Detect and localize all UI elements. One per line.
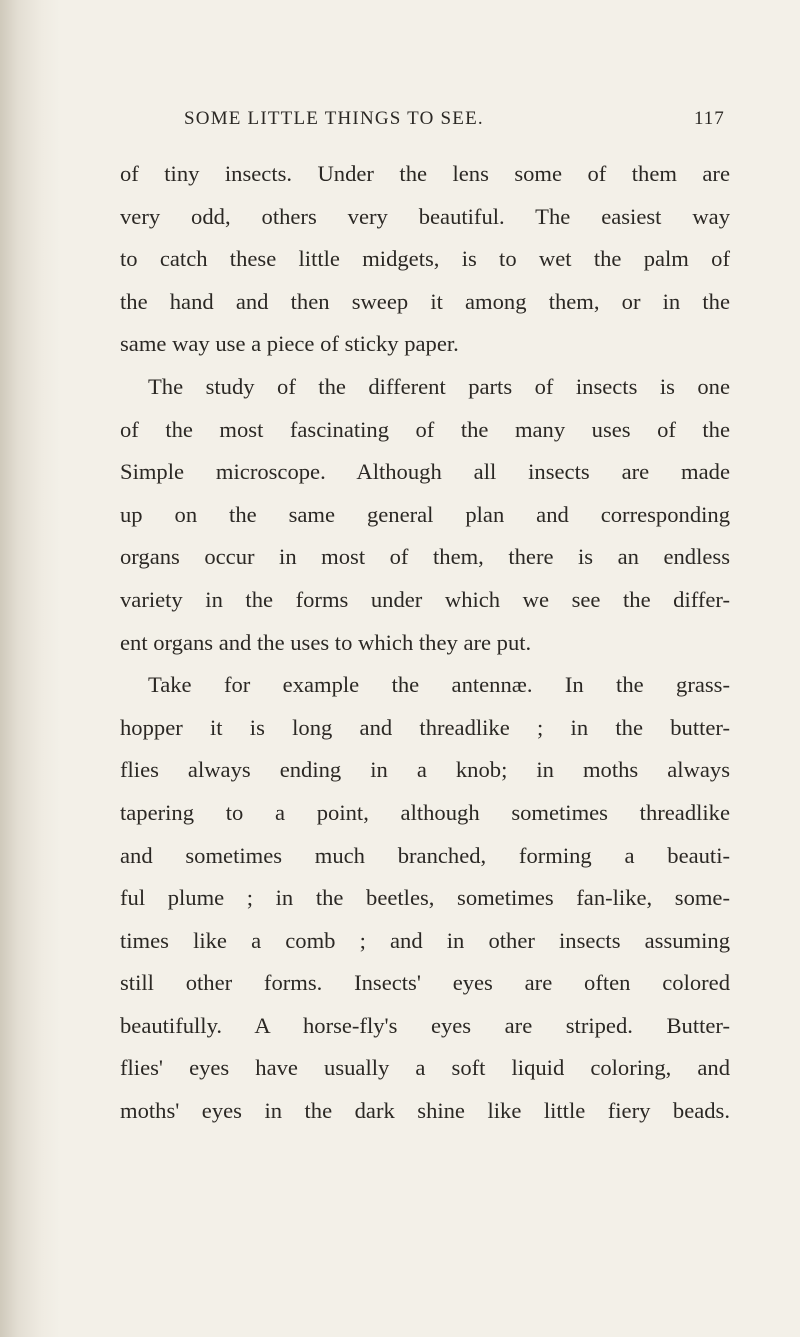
text-line: organs occur in most of them, there is an endless: [120, 544, 730, 570]
text-line: up on the same general plan and corresponding: [120, 501, 730, 527]
text-line: of the most fascinating of the many uses of the: [120, 416, 730, 442]
text-line: and sometimes much branched, forming a beauti-: [120, 842, 730, 868]
text-line: times like a comb ; and in other insects assuming: [120, 927, 730, 953]
page-number: 117: [694, 108, 725, 129]
body-text: [120, 160, 730, 1140]
text-line: ful plume ; in the beetles, sometimes fan-like, some-: [120, 885, 730, 911]
text-line: the hand and then sweep it among them, or in the: [120, 288, 730, 314]
text-line: to catch these little midgets, is to wet the palm of: [120, 246, 730, 272]
text-line: of tiny insects. Under the lens some of them are: [120, 161, 730, 186]
text-line: same way use a piece of sticky paper.: [120, 331, 459, 357]
text-line: beautifully. A horse-fly's eyes are striped. Butter-: [120, 1012, 730, 1038]
running-head: [0, 104, 800, 134]
text-line: The study of the different parts of insects is one: [148, 373, 730, 399]
text-line: Simple microscope. Although all insects are made: [120, 459, 730, 485]
text-line: very odd, others very beautiful. The easiest way: [120, 203, 730, 229]
text-line: still other forms. Insects' eyes are often colored: [120, 970, 730, 996]
text-line: Take for example the antennæ. In the grass-: [148, 672, 730, 698]
text-line: variety in the forms under which we see the differ-: [120, 586, 730, 612]
text-line: ent organs and the uses to which they are put.: [120, 629, 532, 655]
text-line: flies' eyes have usually a soft liquid coloring, and: [120, 1055, 730, 1081]
text-line: flies always ending in a knob; in moths always: [120, 757, 730, 783]
running-title: SOME LITTLE THINGS TO SEE.: [184, 108, 484, 129]
text-line: hopper it is long and threadlike ; in the butter-: [120, 714, 730, 740]
text-line: tapering to a point, although sometimes threadlike: [120, 799, 730, 825]
text-line: moths' eyes in the dark shine like little fiery beads.: [120, 1098, 730, 1124]
